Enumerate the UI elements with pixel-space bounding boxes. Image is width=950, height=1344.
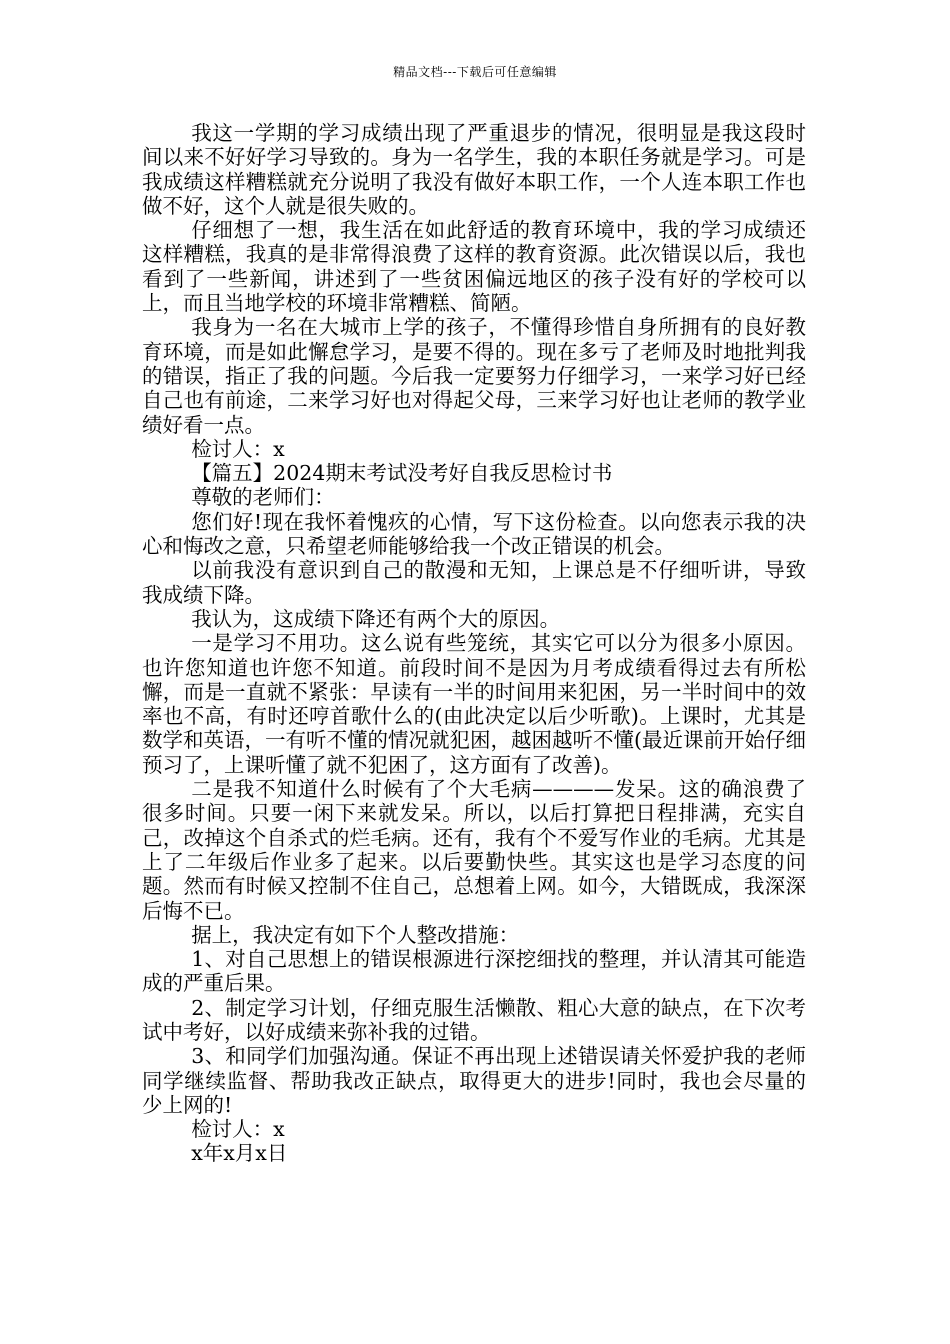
paragraph: 二是我不知道什么时候有了个大毛病————发呆。这的确浪费了很多时间。只要一闲下来就发呆。所以，以后打算把日程排满，充实自己，改掉这个自杀式的烂毛病。还有，我有个不爱写作业的毛病。尤其是上了二年级后作业多了起来。以后要勤快些。其实这也是学习态度的问题。然而有时候又控制不住自己，总想着上网。如今，大错既成，我深深后悔不已。 — [142, 777, 806, 923]
paragraph: 我这一学期的学习成绩出现了严重退步的情况，很明显是我这段时间以来不好好学习导致的。身为一名学生，我的本职任务就是学习。可是我成绩这样糟糕就充分说明了我没有做好本职工作，一个人连本职工作也做不好，这个人就是很失败的。 — [142, 121, 806, 218]
signature-line: 检讨人：x — [191, 436, 285, 461]
paragraph: 以前我没有意识到自己的散漫和无知，上课总是不仔细听讲，导致我成绩下降。 — [142, 558, 806, 607]
date-line: x年x月x日 — [191, 1141, 288, 1166]
paragraph: 您们好!现在我怀着愧疚的心情，写下这份检查。以向您表示我的决心和悔改之意，只希望老师能够给我一个改正错误的机会。 — [142, 509, 806, 559]
paragraph: 我认为，这成绩下降还有两个大的原因。 — [191, 606, 561, 631]
document-body — [142, 121, 806, 1166]
list-item: 1、对自己思想上的错误根源进行深挖细找的整理，并认清其可能造成的严重后果。 — [142, 947, 806, 996]
list-item: 2、制定学习计划，仔细克服生活懒散、粗心大意的缺点，在下次考试中考好，以好成绩来弥补我的过错。 — [142, 995, 806, 1044]
paragraph: 据上，我决定有如下个人整改措施： — [191, 922, 520, 947]
paragraph: 一是学习不用功。这么说有些笼统，其实它可以分为很多小原因。也许您知道也许您不知道。前段时间不是因为月考成绩看得过去有所松懈，而是一直就不紧张：早读有一半的时间用来犯困，另一半时间中的效率也不高，有时还哼首歌什么的(由此决定以后少听歌)。上课时，尤其是数学和英语，一有听不懂的情况就犯困，越困越听不懂(最近课前开始仔细预习了，上课听懂了就不犯困了，这方面有了改善)。 — [142, 631, 806, 777]
list-item: 3、和同学们加强沟通。保证不再出现上述错误请关怀爱护我的老师同学继续监督、帮助我改正缺点，取得更大的进步!同时，我也会尽量的少上网的! — [142, 1044, 806, 1117]
paragraph: 仔细想了一想，我生活在如此舒适的教育环境中，我的学习成绩还这样糟糕，我真的是非常得浪费了这样的教育资源。此次错误以后，我也看到了一些新闻，讲述到了一些贫困偏远地区的孩子没有好的学校可以上，而且当地学校的环境非常糟糕、简陋。 — [142, 218, 806, 316]
paragraph: 我身为一名在大城市上学的孩子，不懂得珍惜自身所拥有的良好教育环境，而是如此懈怠学习，是要不得的。现在多亏了老师及时地批判我的错误，指正了我的问题。今后我一定要努力仔细学习，一来学习好已经自己也有前途，二来学习好也对得起父母，三来学习好也让老师的教学业绩好看一点。 — [142, 315, 806, 437]
page-header: 精品文档---下载后可任意编辑 — [393, 65, 557, 79]
salutation: 尊敬的老师们： — [191, 485, 335, 510]
section-title: 【篇五】2024期末考试没考好自我反思检讨书 — [191, 461, 613, 486]
signature-line: 检讨人：x — [191, 1117, 285, 1142]
